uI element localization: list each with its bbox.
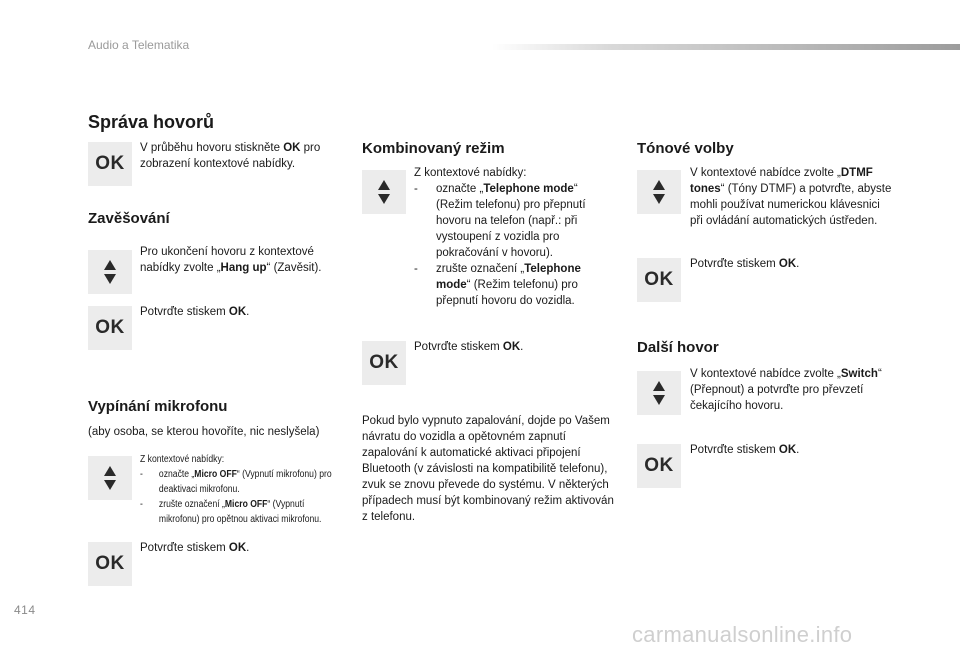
header-bar	[492, 44, 960, 50]
ok-button-icon: OK	[637, 258, 681, 302]
section-title-combined-mode: Kombinovaný režim	[362, 140, 505, 157]
next-call-confirm: Potvrďte stiskem OK.	[690, 444, 800, 456]
intro-text: V průběhu hovoru stiskněte OK pro zobrazení kontextové nabídky.	[140, 142, 321, 170]
hangup-confirm: Potvrďte stiskem OK.	[140, 306, 250, 318]
page-number: 414	[14, 603, 36, 617]
section-title-next-call: Další hovor	[637, 339, 719, 356]
up-down-arrows-icon	[637, 371, 681, 415]
combined-menu-item: - označte „Telephone mode“ (Režim telefonu) pro přepnutí hovoru na telefon (např.: při vystoupení z vozidla pro pokračování v hovoru).	[414, 181, 614, 261]
dtmf-text: V kontextové nabídce zvolte „DTMF tones“ (Tóny DTMF) a potvrďte, abyste mohli používat numerickou klávesnici při ovládání automatických ústředen.	[690, 167, 892, 227]
up-down-arrows-icon	[88, 250, 132, 294]
watermark: carmanualsonline.info	[632, 622, 853, 647]
ok-button-icon: OK	[88, 542, 132, 586]
ok-button-icon: OK	[88, 306, 132, 350]
hangup-text: Pro ukončení hovoru z kontextové nabídky zvolte „Hang up“ (Zavěsit).	[140, 246, 322, 274]
section-title-hangup: Zavěšování	[88, 210, 170, 227]
combined-mode-menu: Z kontextové nabídky: - označte „Telephone mode“ (Režim telefonu) pro přepnutí hovoru na telefon (např.: při vystoupení z vozidla pro pokračování v hovoru). - zrušte označení „Telephone mode“ (Režim telefonu) pro přepnutí hovoru do vozidla.	[414, 165, 614, 309]
combined-confirm: Potvrďte stiskem OK.	[414, 341, 524, 353]
up-down-arrows-icon	[637, 170, 681, 214]
ok-button-icon: OK	[88, 142, 132, 186]
next-call-text: V kontextové nabídce zvolte „Switch“ (Přepnout) a potvrďte pro převzetí čekajícího hovoru.	[690, 368, 882, 412]
dtmf-confirm: Potvrďte stiskem OK.	[690, 258, 800, 270]
mute-menu-item: - zrušte označení „Micro OFF“ (Vypnutí mikrofonu) pro opětnou aktivaci mikrofonu.	[140, 497, 338, 527]
mute-menu-item: - označte „Micro OFF“ (Vypnutí mikrofonu) pro deaktivaci mikrofonu.	[140, 467, 338, 497]
section-title-dtmf: Tónové volby	[637, 140, 734, 157]
combined-menu-item: - zrušte označení „Telephone mode“ (Režim telefonu) pro přepnutí hovoru do vozidla.	[414, 261, 614, 309]
header-title: Audio a Telematika	[88, 38, 190, 52]
ok-button-icon: OK	[637, 444, 681, 488]
section-title-call-management: Správa hovorů	[88, 112, 215, 132]
section-title-mute: Vypínání mikrofonu	[88, 398, 228, 415]
up-down-arrows-icon	[88, 456, 132, 500]
mute-menu: Z kontextové nabídky: - označte „Micro OFF“ (Vypnutí mikrofonu) pro deaktivaci mikrofonu. - zrušte označení „Micro OFF“ (Vypnutí mikrofonu) pro opětnou aktivaci mikrofonu.	[140, 452, 338, 527]
mute-subtitle: (aby osoba, se kterou hovoříte, nic neslyšela)	[88, 426, 320, 438]
up-down-arrows-icon	[362, 170, 406, 214]
combined-mode-note: Pokud bylo vypnuto zapalování, dojde po Vašem návratu do vozidla a opětovném zapnutí zapalování k automatické aktivaci připojení Bluetooth (v závislosti na kompatibilitě telefonu), zvuk se znovu převede do systému. V některých případech musí být kombinovaný režim aktivován z telefonu.	[362, 415, 614, 523]
mute-confirm: Potvrďte stiskem OK.	[140, 542, 250, 554]
ok-button-icon: OK	[362, 341, 406, 385]
